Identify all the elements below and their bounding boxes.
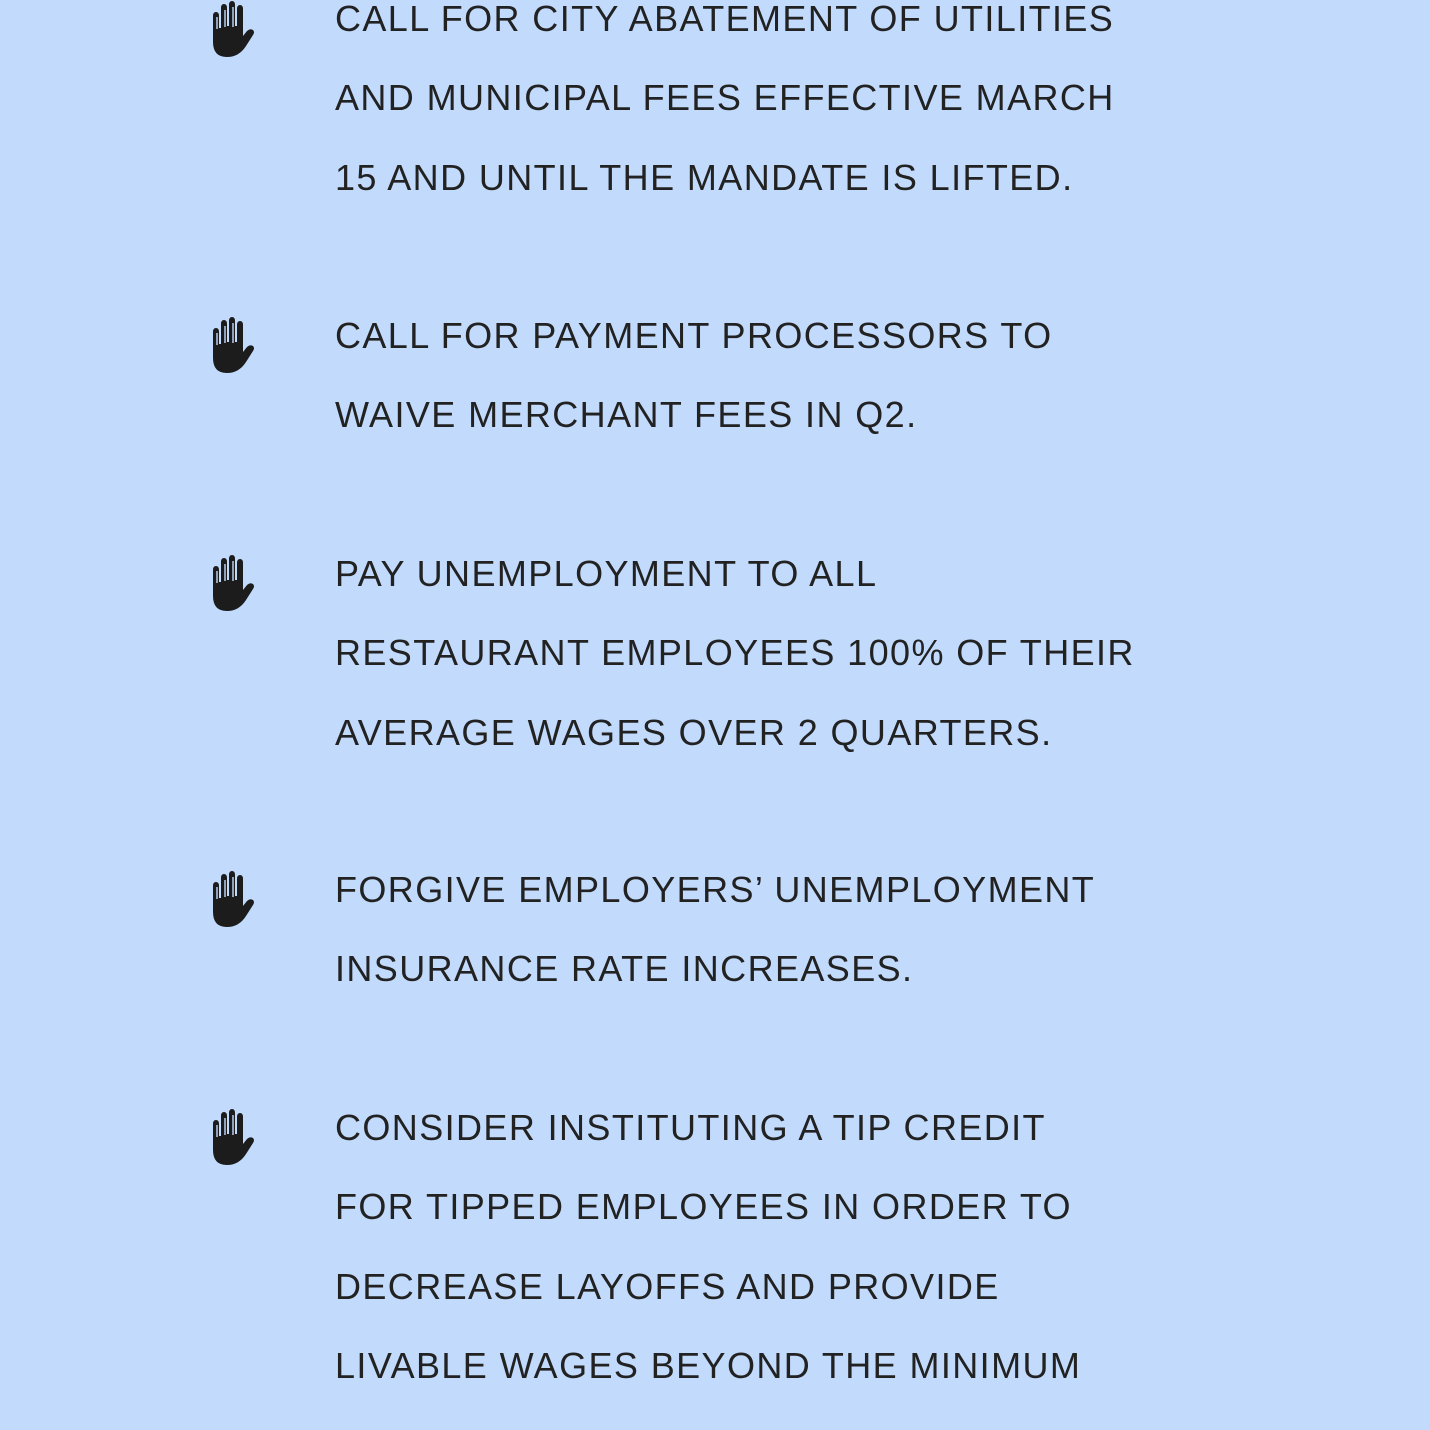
text-line: AND MUNICIPAL FEES EFFECTIVE MARCH (335, 77, 1115, 119)
text-line: AVERAGE WAGES OVER 2 QUARTERS. (335, 711, 1053, 753)
text-line: PAY UNEMPLOYMENT TO ALL (335, 553, 878, 594)
text-line: CONSIDER INSTITUTING A TIP CREDIT (335, 1107, 1046, 1148)
item-text (335, 316, 1335, 475)
text-line: WAIVE MERCHANT FEES IN Q2. (335, 394, 918, 436)
text-line: DECREASE LAYOFFS AND PROVIDE (335, 1265, 1000, 1307)
text-line: CALL FOR PAYMENT PROCESSORS TO (335, 315, 1053, 356)
raised-hand-icon (207, 316, 257, 374)
item-text (335, 870, 1335, 1029)
text-line: FOR TIPPED EMPLOYEES IN ORDER TO (335, 1186, 1072, 1228)
raised-hand-icon (207, 1108, 257, 1166)
text-line: 15 AND UNTIL THE MANDATE IS LIFTED. (335, 156, 1074, 198)
raised-hand-icon (207, 554, 257, 612)
raised-hand-icon (207, 0, 257, 58)
text-line: RESTAURANT EMPLOYEES 100% OF THEIR (335, 632, 1135, 674)
item-text (335, 1108, 1335, 1425)
text-line: INSURANCE RATE INCREASES. (335, 948, 914, 990)
text-line: FORGIVE EMPLOYERS’ UNEMPLOYMENT (335, 869, 1096, 910)
item-text (335, 554, 1335, 792)
text-line: CALL FOR CITY ABATEMENT OF UTILITIES (335, 0, 1115, 39)
text-line: LIVABLE WAGES BEYOND THE MINIMUM (335, 1344, 1082, 1386)
raised-hand-icon (207, 870, 257, 928)
item-text (335, 0, 1335, 237)
